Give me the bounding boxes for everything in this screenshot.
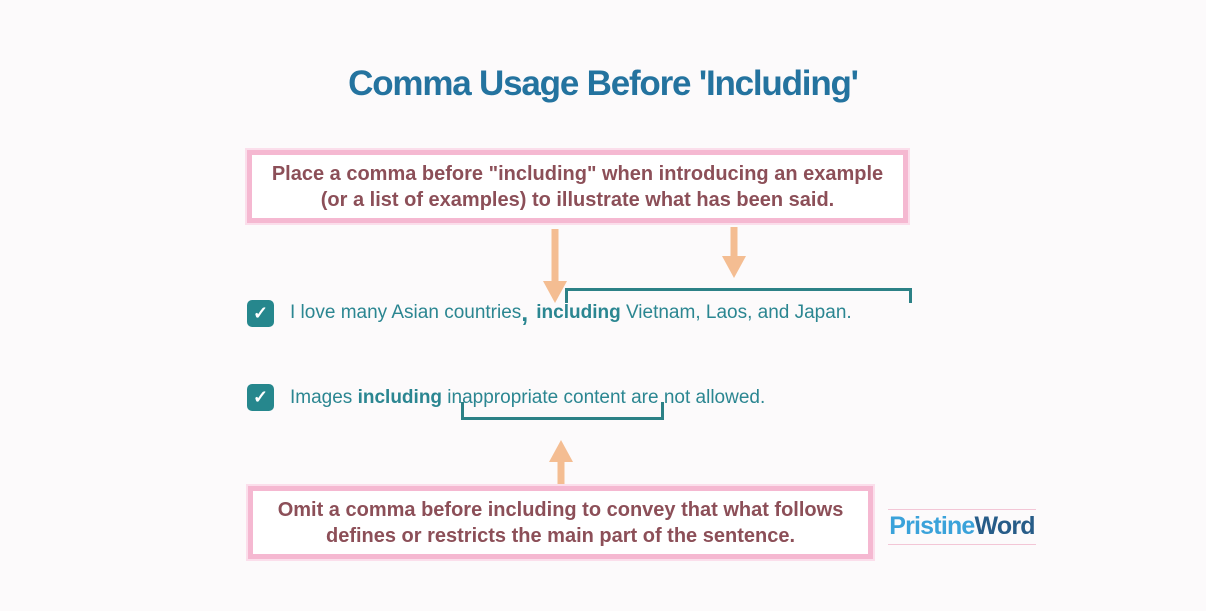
logo-part-pristine: Pristine (889, 512, 975, 540)
bottom-bracket (461, 402, 664, 420)
sentence-post: Vietnam, Laos, and Japan. (620, 302, 852, 323)
rule-text-line: Place a comma before "including" when introducing an example (271, 162, 884, 185)
sentence-pre: Images (290, 386, 358, 408)
rule-box-omit-comma (248, 486, 873, 559)
logo-bottom-line (888, 544, 1036, 545)
keyword-including: including (536, 302, 621, 323)
rule-text-line: Omit a comma before including to convey that what follows (277, 498, 844, 521)
up-arrow-icon (548, 440, 574, 486)
down-arrow-icon (721, 227, 747, 278)
rule-text-line: defines or restricts the main part of the sentence. (325, 524, 795, 547)
sentence-post: inappropriate content are not allowed. (442, 386, 766, 408)
sentence-text (290, 301, 852, 326)
rule-text-line: (or a list of examples) to illustrate what has been said. (320, 188, 835, 211)
rule-box-place-comma (247, 150, 908, 223)
sentence-pre: I love many Asian countries (290, 302, 522, 323)
checkbox-checked-icon (247, 384, 274, 411)
page-title: Comma Usage Before 'Including' (348, 64, 858, 103)
logo-text (888, 510, 1036, 544)
logo-part-word: Word (974, 512, 1035, 540)
keyword-including: including (357, 386, 443, 408)
emphasized-comma: , (521, 299, 530, 327)
checkmark-glyph: ✓ (252, 387, 269, 407)
example-sentence-correct-comma (247, 300, 852, 327)
pristineword-logo (888, 509, 1036, 545)
checkbox-checked-icon (247, 300, 274, 327)
checkmark-glyph: ✓ (252, 303, 269, 323)
